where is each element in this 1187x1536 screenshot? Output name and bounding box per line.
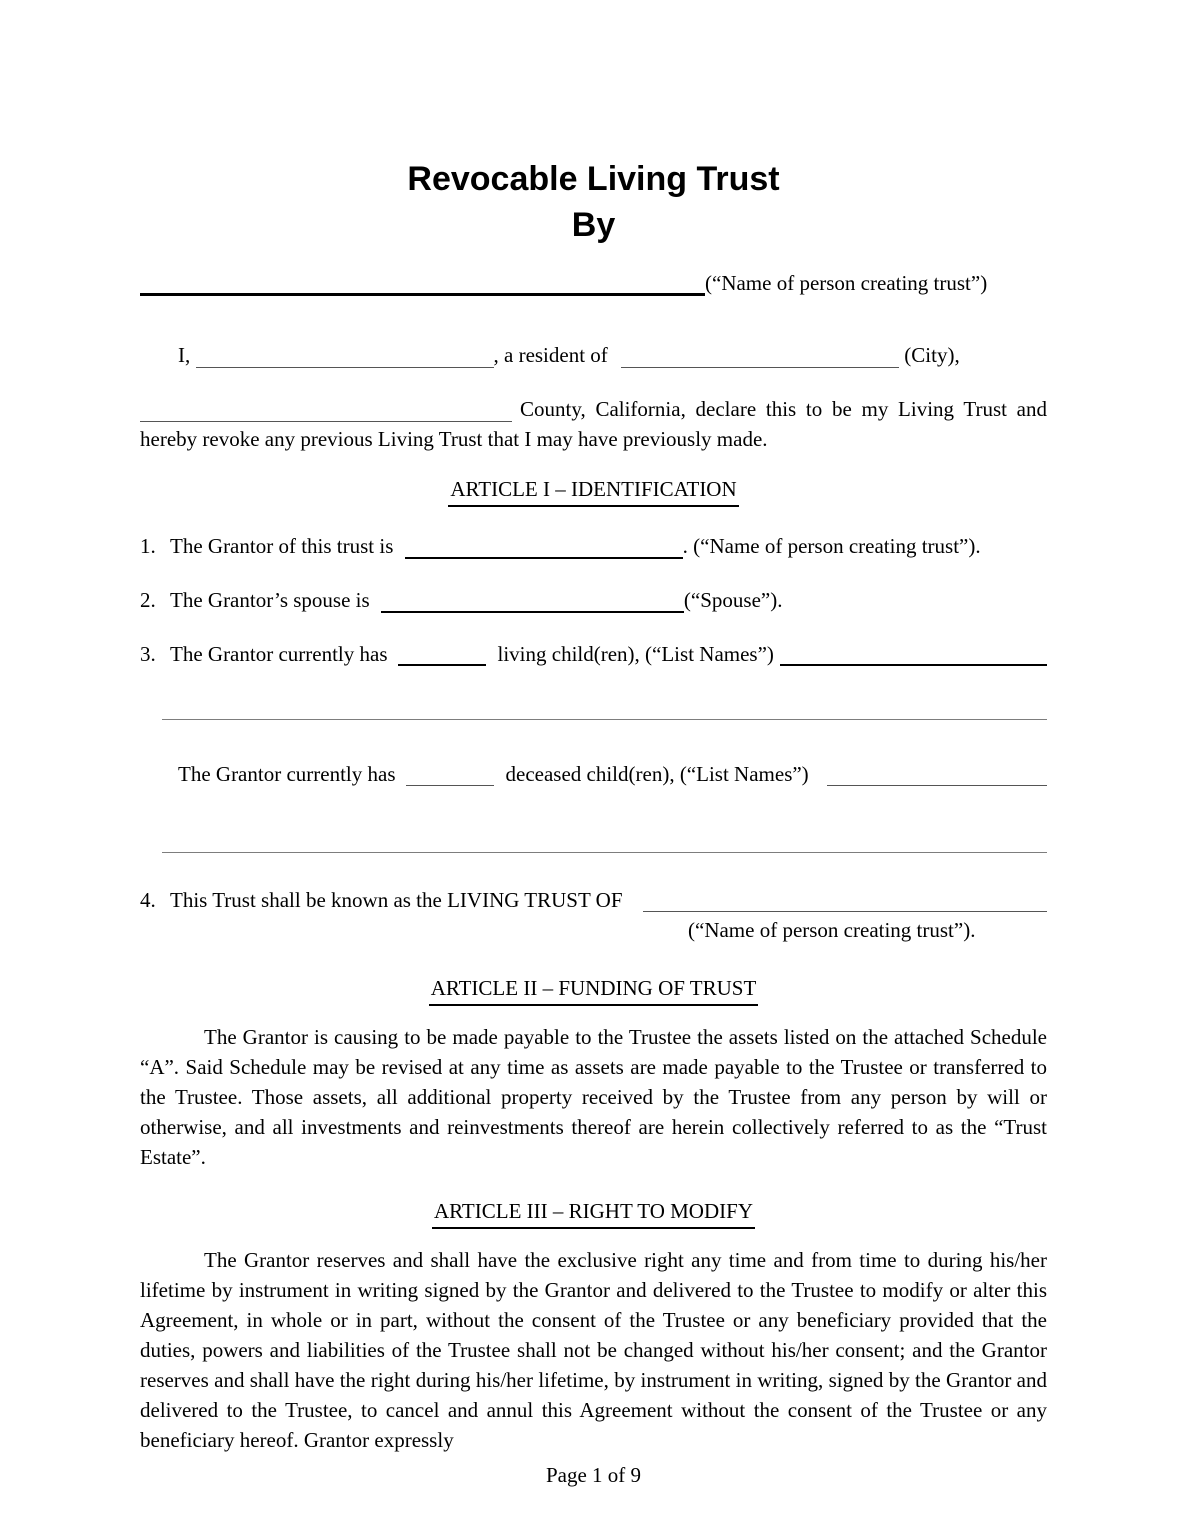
item-3-row: [140, 639, 1047, 669]
item-3-list-names-label: living child(ren), (“List Names”): [497, 642, 774, 666]
grantor-name-blank[interactable]: [405, 556, 683, 559]
declarant-name-blank[interactable]: [196, 366, 494, 368]
item-2-text: The Grantor’s spouse is: [170, 588, 370, 612]
article-3-heading: ARTICLE III – RIGHT TO MODIFY: [432, 1196, 755, 1229]
trust-creator-name-blank[interactable]: [140, 292, 705, 296]
deceased-children-count-blank[interactable]: [406, 785, 494, 786]
article-2-heading: ARTICLE II – FUNDING OF TRUST: [429, 973, 759, 1006]
article-1-heading-row: [140, 474, 1047, 507]
deceased-list-names-label: deceased child(ren), (“List Names”): [505, 762, 809, 786]
trust-title-name-blank[interactable]: [643, 911, 1048, 912]
living-children-names-blank[interactable]: [780, 664, 1047, 666]
deceased-children-row: [140, 759, 1047, 789]
trust-creator-name-row: [140, 268, 1047, 298]
article-3-paragraph: The Grantor reserves and shall have the exclusive right any time and from time to during his/her lifetime by instrument in writing signed by the Grantor and delivered to the Trustee to modify or alter this Agreement, in whole or in part, without the consent of the Trustee or any beneficiary provided that the duties, powers and liabilities of the Trustee shall not be changed without his/her consent; and the Grantor reserves and shall have the right during his/her lifetime, by instrument in writing, signed by the Grantor and delivered to the Trustee, to cancel and annul this Agreement without the consent of the Trustee or any beneficiary hereof. Grantor expressly: [140, 1248, 1047, 1452]
trust-creator-name-caption: (“Name of person creating trust”): [705, 271, 988, 295]
city-blank[interactable]: [621, 366, 899, 368]
item-1-number: 1.: [140, 534, 156, 558]
deceased-children-names-blank[interactable]: [827, 785, 1047, 786]
item-4-caption-row: [140, 915, 1047, 945]
item-2-number: 2.: [140, 588, 156, 612]
county-declaration-paragraph: [140, 394, 1047, 454]
item-2-caption: (“Spouse”).: [683, 588, 783, 612]
article-1-heading: ARTICLE I – IDENTIFICATION: [448, 474, 738, 507]
county-blank[interactable]: [140, 420, 512, 422]
item-1-row: [140, 531, 1047, 561]
title-line-2: By: [571, 206, 616, 244]
document-title: [140, 0, 1047, 248]
article-2-paragraph: The Grantor is causing to be made payable to the Trustee the assets listed on the attached Schedule “A”. Said Schedule may be revised at any time as assets are made payable to the Trustee or transferred to the Trustee. Those assets, all additional property received by the Trustee from any person by will or otherwise, and all investments and reinvestments thereof are herein collectively referred to as the “Trust Estate”.: [140, 1025, 1047, 1169]
item-4-caption: (“Name of person creating trust”).: [688, 918, 976, 942]
item-4-number: 4.: [140, 888, 156, 912]
item-4-row: [140, 885, 1047, 915]
item-3-text: The Grantor currently has: [170, 642, 388, 666]
item-3-number: 3.: [140, 642, 156, 666]
resident-label: , a resident of: [493, 343, 608, 367]
living-children-count-blank[interactable]: [398, 664, 486, 666]
item-1-caption: . (“Name of person creating trust”).: [682, 534, 981, 558]
i-label: I,: [178, 343, 191, 367]
page-number-footer: Page 1 of 9: [545, 1463, 642, 1487]
article-2-heading-row: [140, 973, 1047, 1006]
spouse-name-blank[interactable]: [381, 610, 684, 613]
declaration-row: [140, 340, 1047, 370]
city-label: (City),: [904, 343, 960, 367]
title-line-1: Revocable Living Trust: [407, 160, 780, 198]
item-4-text: This Trust shall be known as the LIVING TRUST OF: [170, 888, 623, 912]
living-children-names-line[interactable]: [162, 719, 1047, 720]
deceased-text: The Grantor currently has: [178, 762, 396, 786]
article-3-heading-row: [140, 1196, 1047, 1229]
county-declaration-text: County, California, declare this to be my Living Trust and hereby revoke any previous Living Trust that I may have previously made.: [140, 397, 1047, 451]
item-2-row: [140, 585, 1047, 615]
item-1-text: The Grantor of this trust is: [170, 534, 394, 558]
deceased-children-names-line[interactable]: [162, 852, 1047, 853]
